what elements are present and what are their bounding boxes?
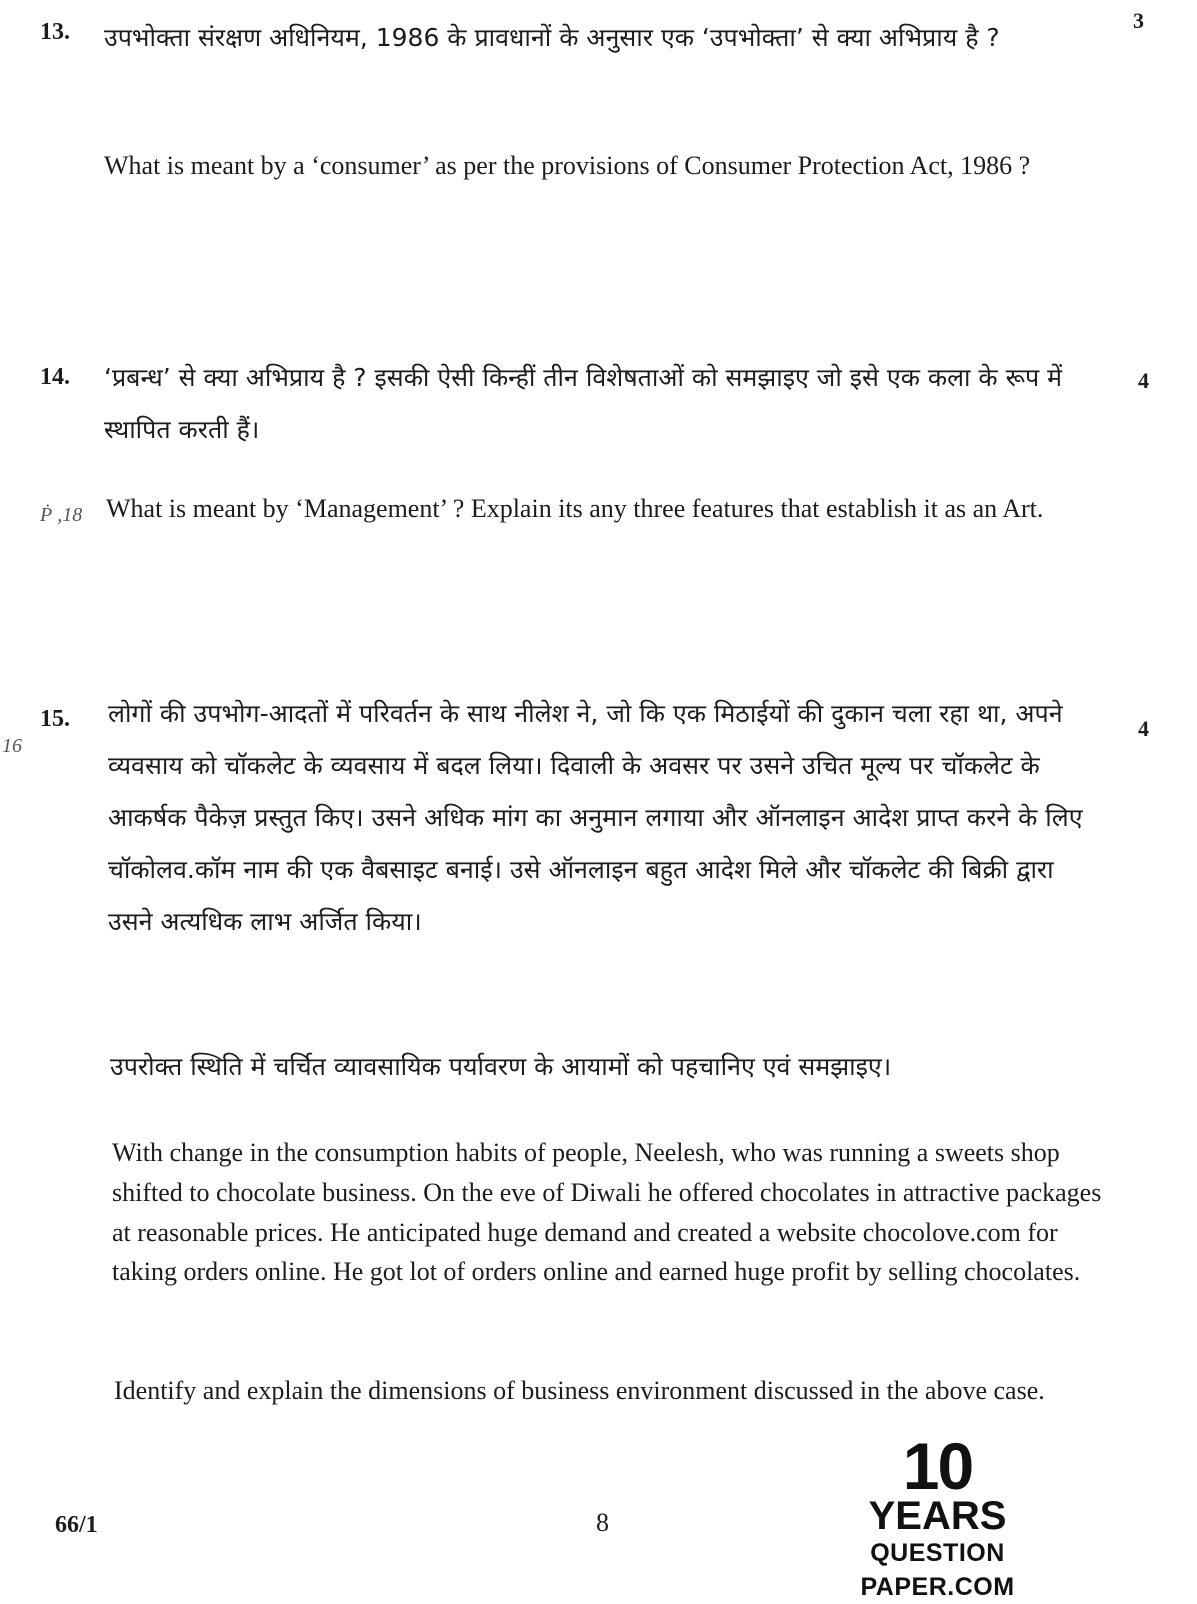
watermark-years: YEARS [868,1494,1007,1538]
question-14-number: 14. [40,364,70,390]
question-15-number: 15. [40,706,70,732]
question-14-english: What is meant by ‘Management’ ? Explain its any three features that establish it as an Art. [106,494,1044,523]
question-13-number: 13. [40,19,70,45]
question-13-english: What is meant by a ‘consumer’ as per the provisions of Consumer Protection Act, 1986 ? [104,151,1031,180]
paper-code: 66/1 [55,1512,98,1538]
question-15-marks: 4 [1138,716,1149,741]
watermark-site: QUESTION PAPER.COM [860,1539,1015,1601]
page-number: 8 [596,1508,609,1537]
margin-annotation-15: 16 [2,735,22,757]
question-14-marks: 4 [1138,368,1149,393]
question-15-hindi: लोगों की उपभोग-आदतों में परिवर्तन के साथ नीलेश ने, जो कि एक मिठाईयों की दुकान चला रहा था, अपने व्यवसाय को चॉकलेट के व्यवसाय में बदल लिया। दिवाली के अवसर पर उसने उचित मूल्य पर चॉकलेट के आकर्षक पैकेज़ प्रस्तुत किए। उसने अधिक मांग का अनुमान लगाया और ऑनलाइन आदेश प्राप्त करने के लिए चॉकोलव.कॉम नाम की एक वैबसाइट बनाई। उसे ऑनलाइन बहुत आदेश मिले और चॉकलेट की बिक्री द्वारा उसने अत्यधिक लाभ अर्जित किया। [108,699,1083,936]
watermark-number: 10 [902,1429,973,1503]
question-14-hindi: ‘प्रबन्ध’ से क्या अभिप्राय है ? इसकी ऐसी किन्हीं तीन विशेषताओं को समझाइए जो इसे एक कला के रूप में स्थापित करती हैं। [104,363,1063,444]
question-15-english-task: Identify and explain the dimensions of business environment discussed in the above case. [114,1376,1045,1405]
question-15-hindi-task: उपरोक्त स्थिति में चर्चित व्यावसायिक पर्यावरण के आयामों को पहचानिए एवं समझाइए। [110,1052,892,1081]
question-13-marks: 3 [1133,8,1144,33]
watermark-logo [800,1429,1075,1604]
question-15-english: With change in the consumption habits of people, Neelesh, who was running a sweets shop shifted to chocolate business. On the eve of Diwali he offered chocolates in attractive packages at reasonable prices. He anticipated huge demand and created a website chocolove.com for taking orders online. He got lot of orders online and earned huge profit by selling chocolates. [112,1138,1102,1287]
margin-annotation-14: Ṗ ,18 [40,504,83,526]
question-13-hindi: उपभोक्ता संरक्षण अधिनियम, 1986 के प्रावधानों के अनुसार एक ‘उपभोक्ता’ से क्या अभिप्राय है ? [104,23,1000,52]
